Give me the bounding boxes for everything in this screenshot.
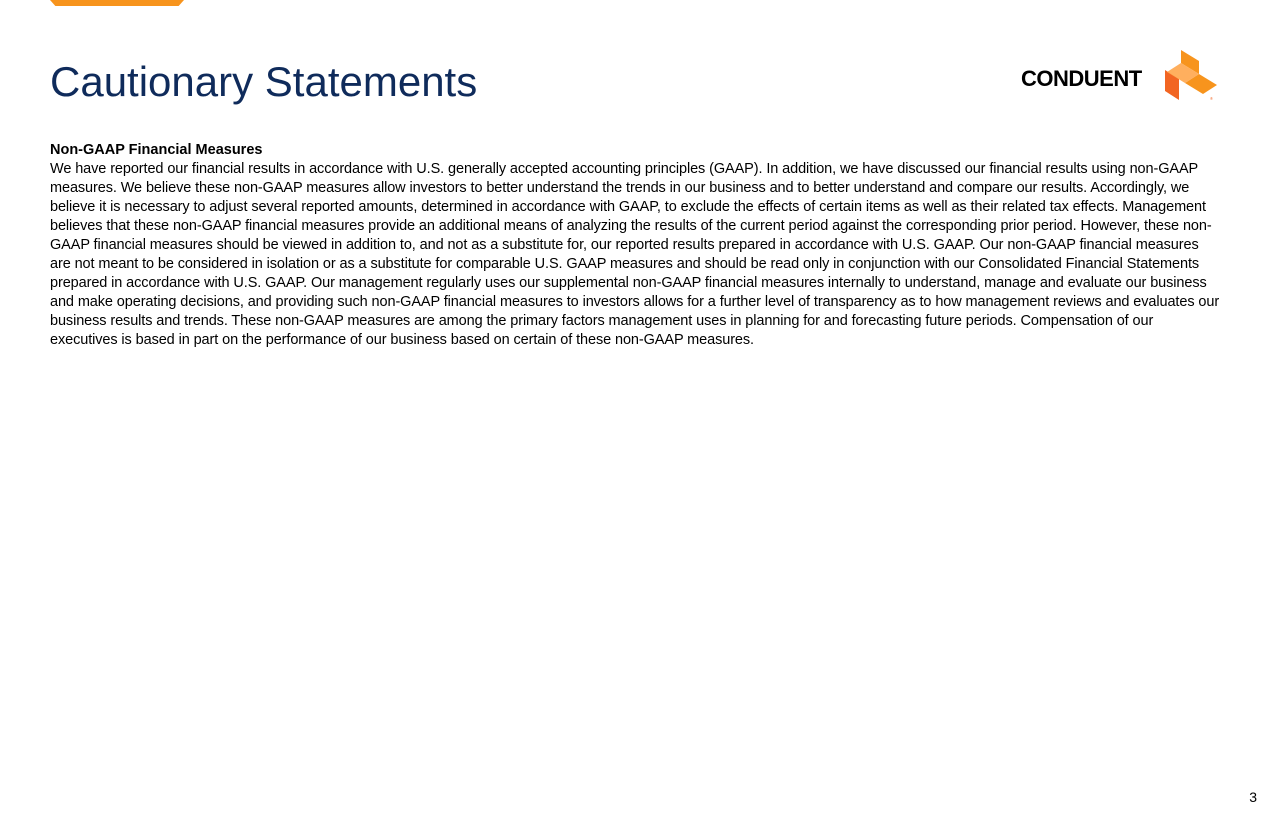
logo-wordmark: CONDUENT (1021, 66, 1142, 91)
page-number: 3 (1249, 789, 1257, 805)
top-accent-bar (50, 0, 184, 6)
conduent-logo (1021, 48, 1221, 104)
non-gaap-section (50, 141, 1222, 350)
section-body-text: We have reported our financial results in accordance with U.S. generally accepted accounting principles (GAAP). In addition, we have discussed our financial results using non-GAAP measures. We believe these non-GAAP measures allow investors to better understand the trends in our business and to better understand and compare our results. Accordingly, we believe it is necessary to adjust several reported amounts, determined in accordance with GAAP, to exclude the effects of certain items as well as their related tax effects. Management believes that these non-GAAP financial measures provide an additional means of analyzing the results of the current period against the corresponding prior period. However, these non-GAAP financial measures should be viewed in addition to, and not as a substitute for, our reported results prepared in accordance with U.S. GAAP. Our non-GAAP financial measures are not meant to be considered in isolation or as a substitute for comparable U.S. GAAP measures and should be read only in conjunction with our Consolidated Financial Statements prepared in accordance with U.S. GAAP. Our management regularly uses our supplemental non-GAAP financial measures internally to understand, manage and evaluate our business and make operating decisions, and providing such non-GAAP financial measures to investors allows for a further level of transparency as to how management reviews and evaluates our business results and trends. These non-GAAP measures are among the primary factors management uses in planning for and forecasting future periods. Compensation of our executives is based in part on the performance of our business based on certain of these non-GAAP measures. (50, 161, 1220, 348)
page-title: Cautionary Statements (50, 58, 478, 105)
conduent-logo-icon (1163, 48, 1217, 102)
svg-text:®: ® (1210, 96, 1213, 101)
section-heading: Non-GAAP Financial Measures (50, 142, 263, 158)
